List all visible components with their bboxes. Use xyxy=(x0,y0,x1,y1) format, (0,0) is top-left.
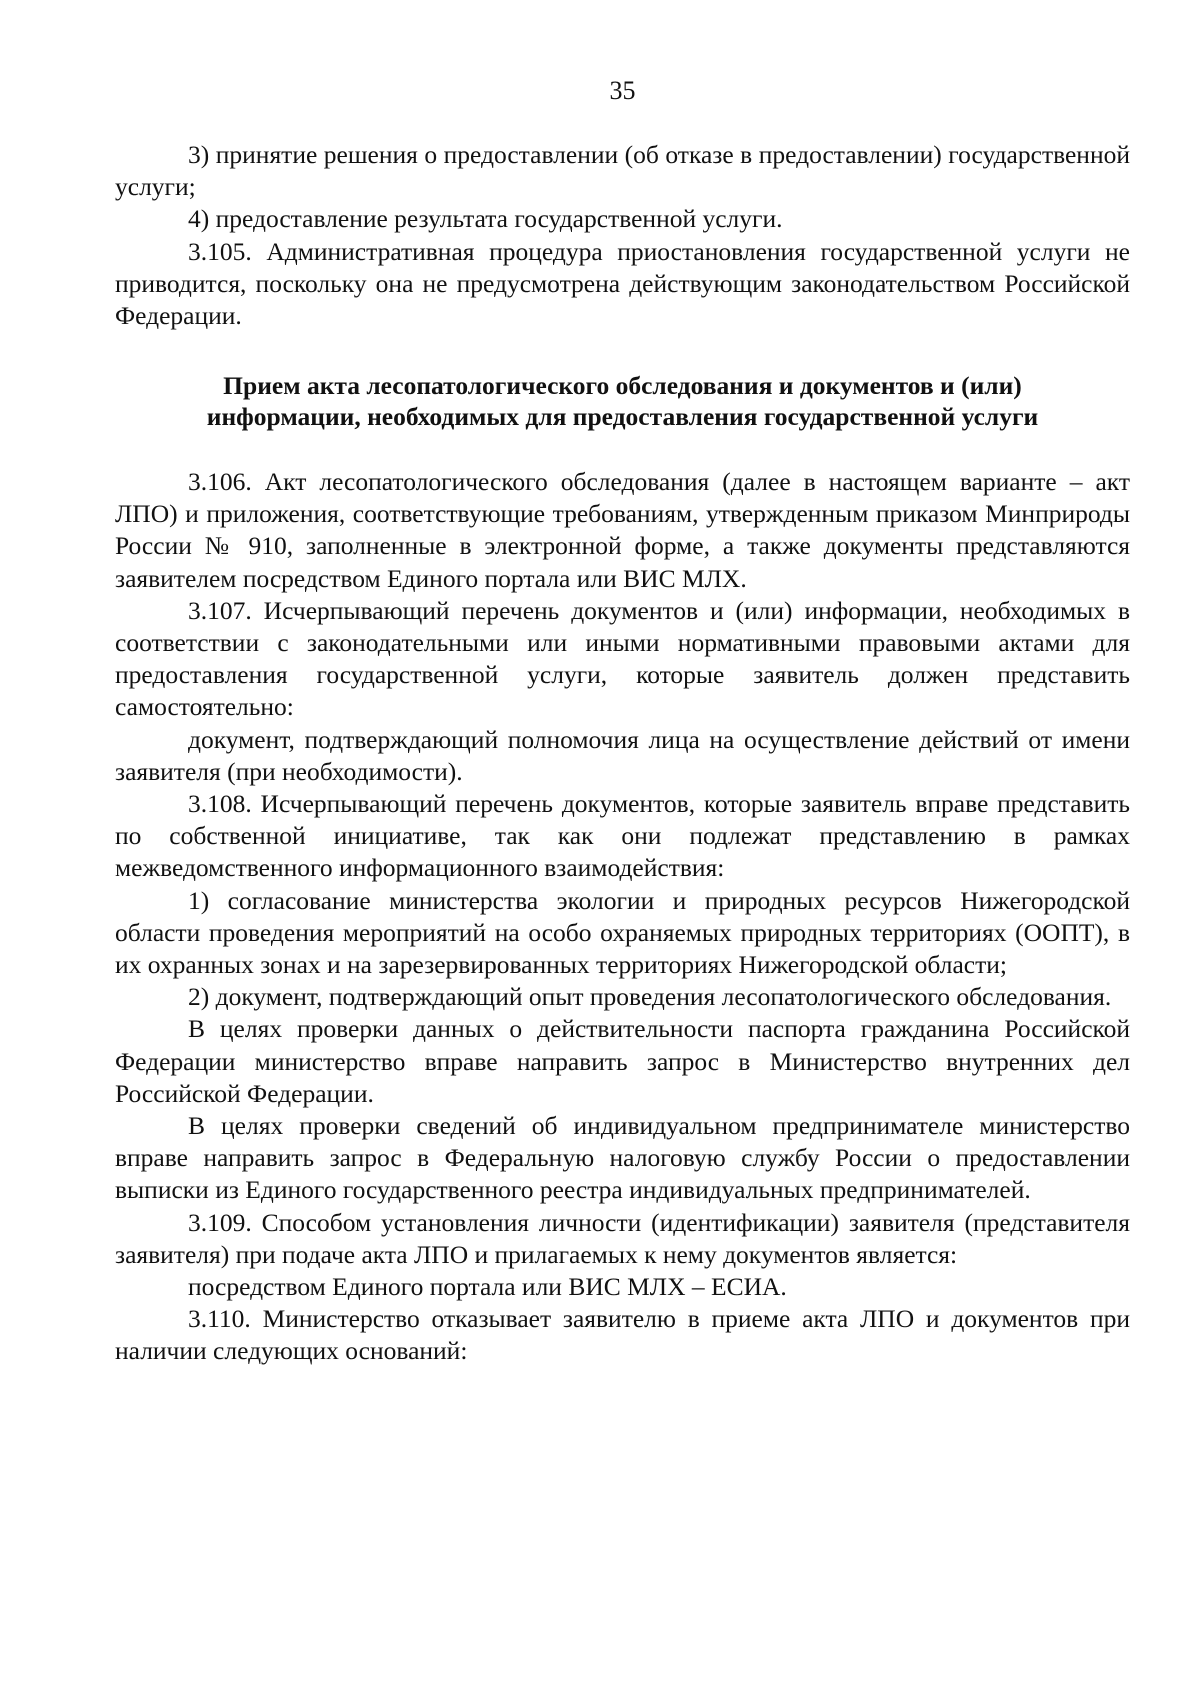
paragraph-authority-document: документ, подтверждающий полномочия лица на осуществление действий от имени заявителя (при необходимости). xyxy=(115,724,1137,786)
section-heading-line-1: Прием акта лесопатологического обследования и документов и (или) xyxy=(223,371,1022,400)
paragraph-item-4: 4) предоставление результата государственной услуги. xyxy=(188,204,783,234)
paragraph-item-3: 3) принятие решения о предоставлении (об отказе в предоставлении) государственной услуги; xyxy=(115,140,1137,202)
paragraph-passport-check: В целях проверки данных о действительности паспорта гражданина Российской Федерации министерство вправе направить запрос в Министерство внутренних дел Российской Федерации. xyxy=(115,1014,1137,1108)
paragraph-3-107: 3.107. Исчерпывающий перечень документов и (или) информации, необходимых в соответствии с законодательными или иными нормативными правовыми актами для предоставления государственной услуги, которые заявитель должен представить самостоятельно: xyxy=(115,595,1137,722)
text-block-main xyxy=(115,466,1143,1368)
page-number: 35 xyxy=(609,76,636,105)
paragraph-3-105: 3.105. Административная процедура приостановления государственной услуги не приводится, поскольку она не предусмотрена действующим законодательством Российской Федерации. xyxy=(115,236,1137,331)
section-heading xyxy=(115,370,1130,432)
section-heading-line-2: информации, необходимых для предоставления государственной услуги xyxy=(206,402,1039,431)
paragraph-entrepreneur-check: В целях проверки сведений об индивидуальном предпринимателе министерство вправе направить запрос в Федеральную налоговую службу России о предоставлении выписки из Единого государственного реестра индивидуальных предпринимателей. xyxy=(115,1111,1143,1205)
paragraph-3-110: 3.110. Министерство отказывает заявителю в приеме акта ЛПО и документов при наличии следующих оснований: xyxy=(115,1304,1137,1366)
paragraph-esia: посредством Единого портала или ВИС МЛХ – ЕСИА. xyxy=(188,1272,787,1302)
paragraph-3-106: 3.106. Акт лесопатологического обследования (далее в настоящем варианте – акт ЛПО) и приложения, соответствующие требованиям, утвержденным приказом Минприроды России № 910, заполненные в электронной форме, а также документы представляются заявителем посредством Единого портала или ВИС МЛХ. xyxy=(115,467,1137,593)
paragraph-3-108: 3.108. Исчерпывающий перечень документов, которые заявитель вправе представить по собственной инициативе, так как они подлежат представлению в рамках межведомственного информационного взаимодействия: xyxy=(115,789,1137,883)
text-block-top xyxy=(115,139,1137,332)
paragraph-3-109: 3.109. Способом установления личности (идентификации) заявителя (представителя заявителя) при подаче акта ЛПО и прилагаемых к нему документов является: xyxy=(115,1207,1137,1269)
paragraph-item-1-oopt: 1) согласование министерства экологии и природных ресурсов Нижегородской области проведения мероприятий на особо охраняемых природных территориях (ООПТ), в их охранных зонах и на зарезервированных территориях Нижегородской области; xyxy=(115,885,1137,980)
paragraph-item-2-experience: 2) документ, подтверждающий опыт проведения лесопатологического обследования. xyxy=(188,982,1112,1012)
